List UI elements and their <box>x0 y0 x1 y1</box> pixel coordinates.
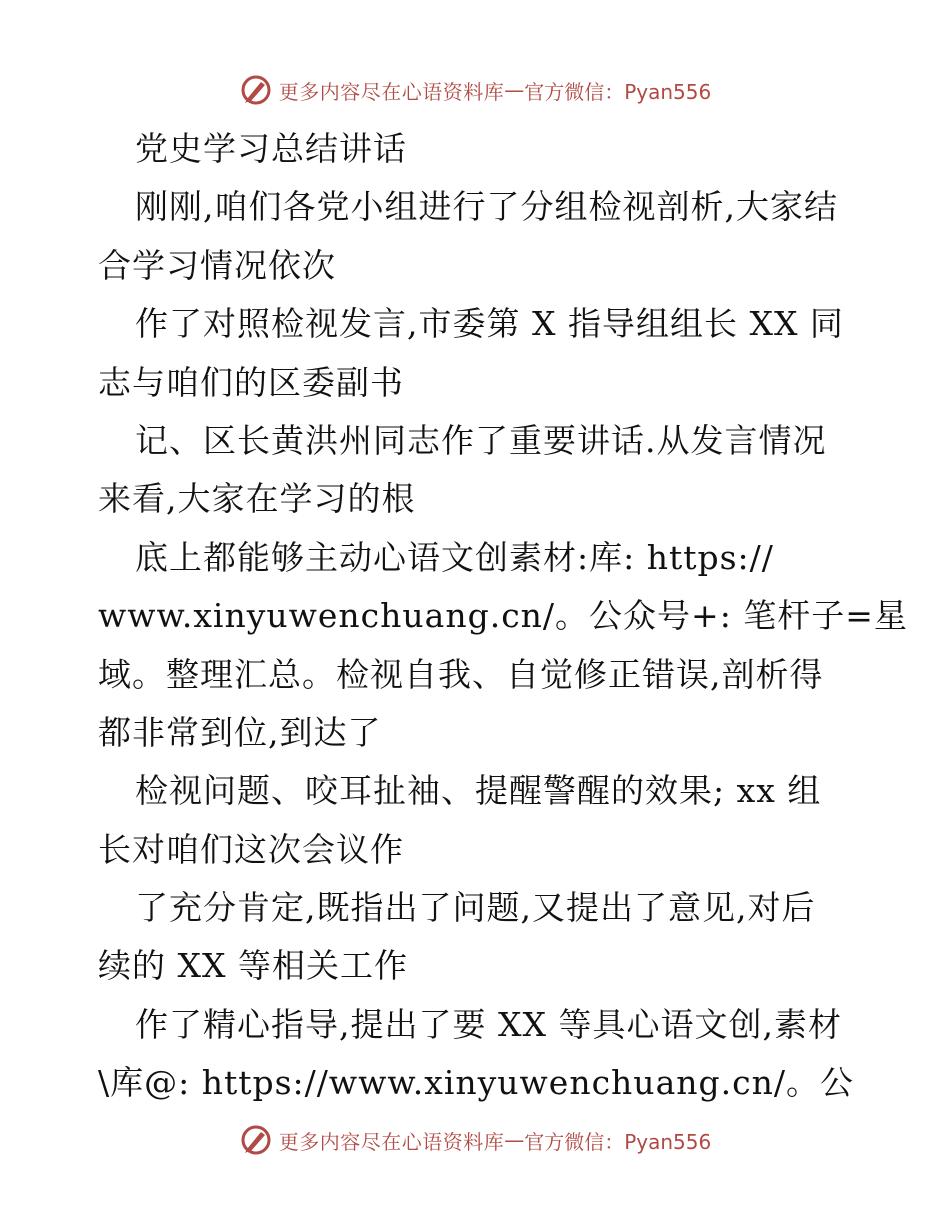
document-line: 长对咱们这次会议作 <box>98 829 404 869</box>
banner-separator: — <box>504 1128 525 1152</box>
document-line: 域。整理汇总。检视自我、自觉修正错误,剖析得 <box>98 654 824 694</box>
quill-logo-icon <box>239 1123 273 1157</box>
banner-separator: — <box>504 78 525 102</box>
document-line: 作了精心指导,提出了要 XX 等具心语文创,素材 <box>135 1004 842 1044</box>
document-line: \库@: https://www.xinyuwenchuang.cn/。公 <box>98 1063 854 1103</box>
document-body <box>98 120 908 1113</box>
document-line: 了充分肯定,既指出了问题,又提出了意见,对后 <box>135 888 816 928</box>
banner-wechat-text: 官方微信：Pyan556 <box>524 79 712 104</box>
document-line: 底上都能够主动心语文创素材:库: https:// <box>135 537 774 577</box>
footer-banner <box>0 1120 950 1160</box>
document-line: 刚刚,咱们各党小组进行了分组检视剖析,大家结 <box>135 187 838 227</box>
banner-wechat-text: 官方微信：Pyan556 <box>524 1129 712 1154</box>
document-line: 记、区长黄洪州同志作了重要讲话.从发言情况 <box>135 420 827 460</box>
document-line: 合学习情况依次 <box>98 245 336 285</box>
document-line: 志与咱们的区委副书 <box>98 362 404 402</box>
header-banner <box>0 70 950 110</box>
document-line: www.xinyuwenchuang.cn/。公众号+: 笔杆子=星 <box>98 596 908 636</box>
document-line: 来看,大家在学习的根 <box>98 479 416 519</box>
document-line: 都非常到位,到达了 <box>98 712 382 752</box>
document-line: 检视问题、咬耳扯袖、提醒警醒的效果; xx 组 <box>135 771 822 811</box>
quill-logo-icon <box>239 73 273 107</box>
document-line: 党史学习总结讲话 <box>135 129 407 168</box>
document-line: 续的 XX 等相关工作 <box>98 946 408 986</box>
banner-promo-text: 更多内容尽在心语资料库 <box>278 1129 505 1154</box>
document-line: 作了对照检视发言,市委第 X 指导组组长 XX 同 <box>135 304 844 344</box>
banner-promo-text: 更多内容尽在心语资料库 <box>278 79 505 104</box>
